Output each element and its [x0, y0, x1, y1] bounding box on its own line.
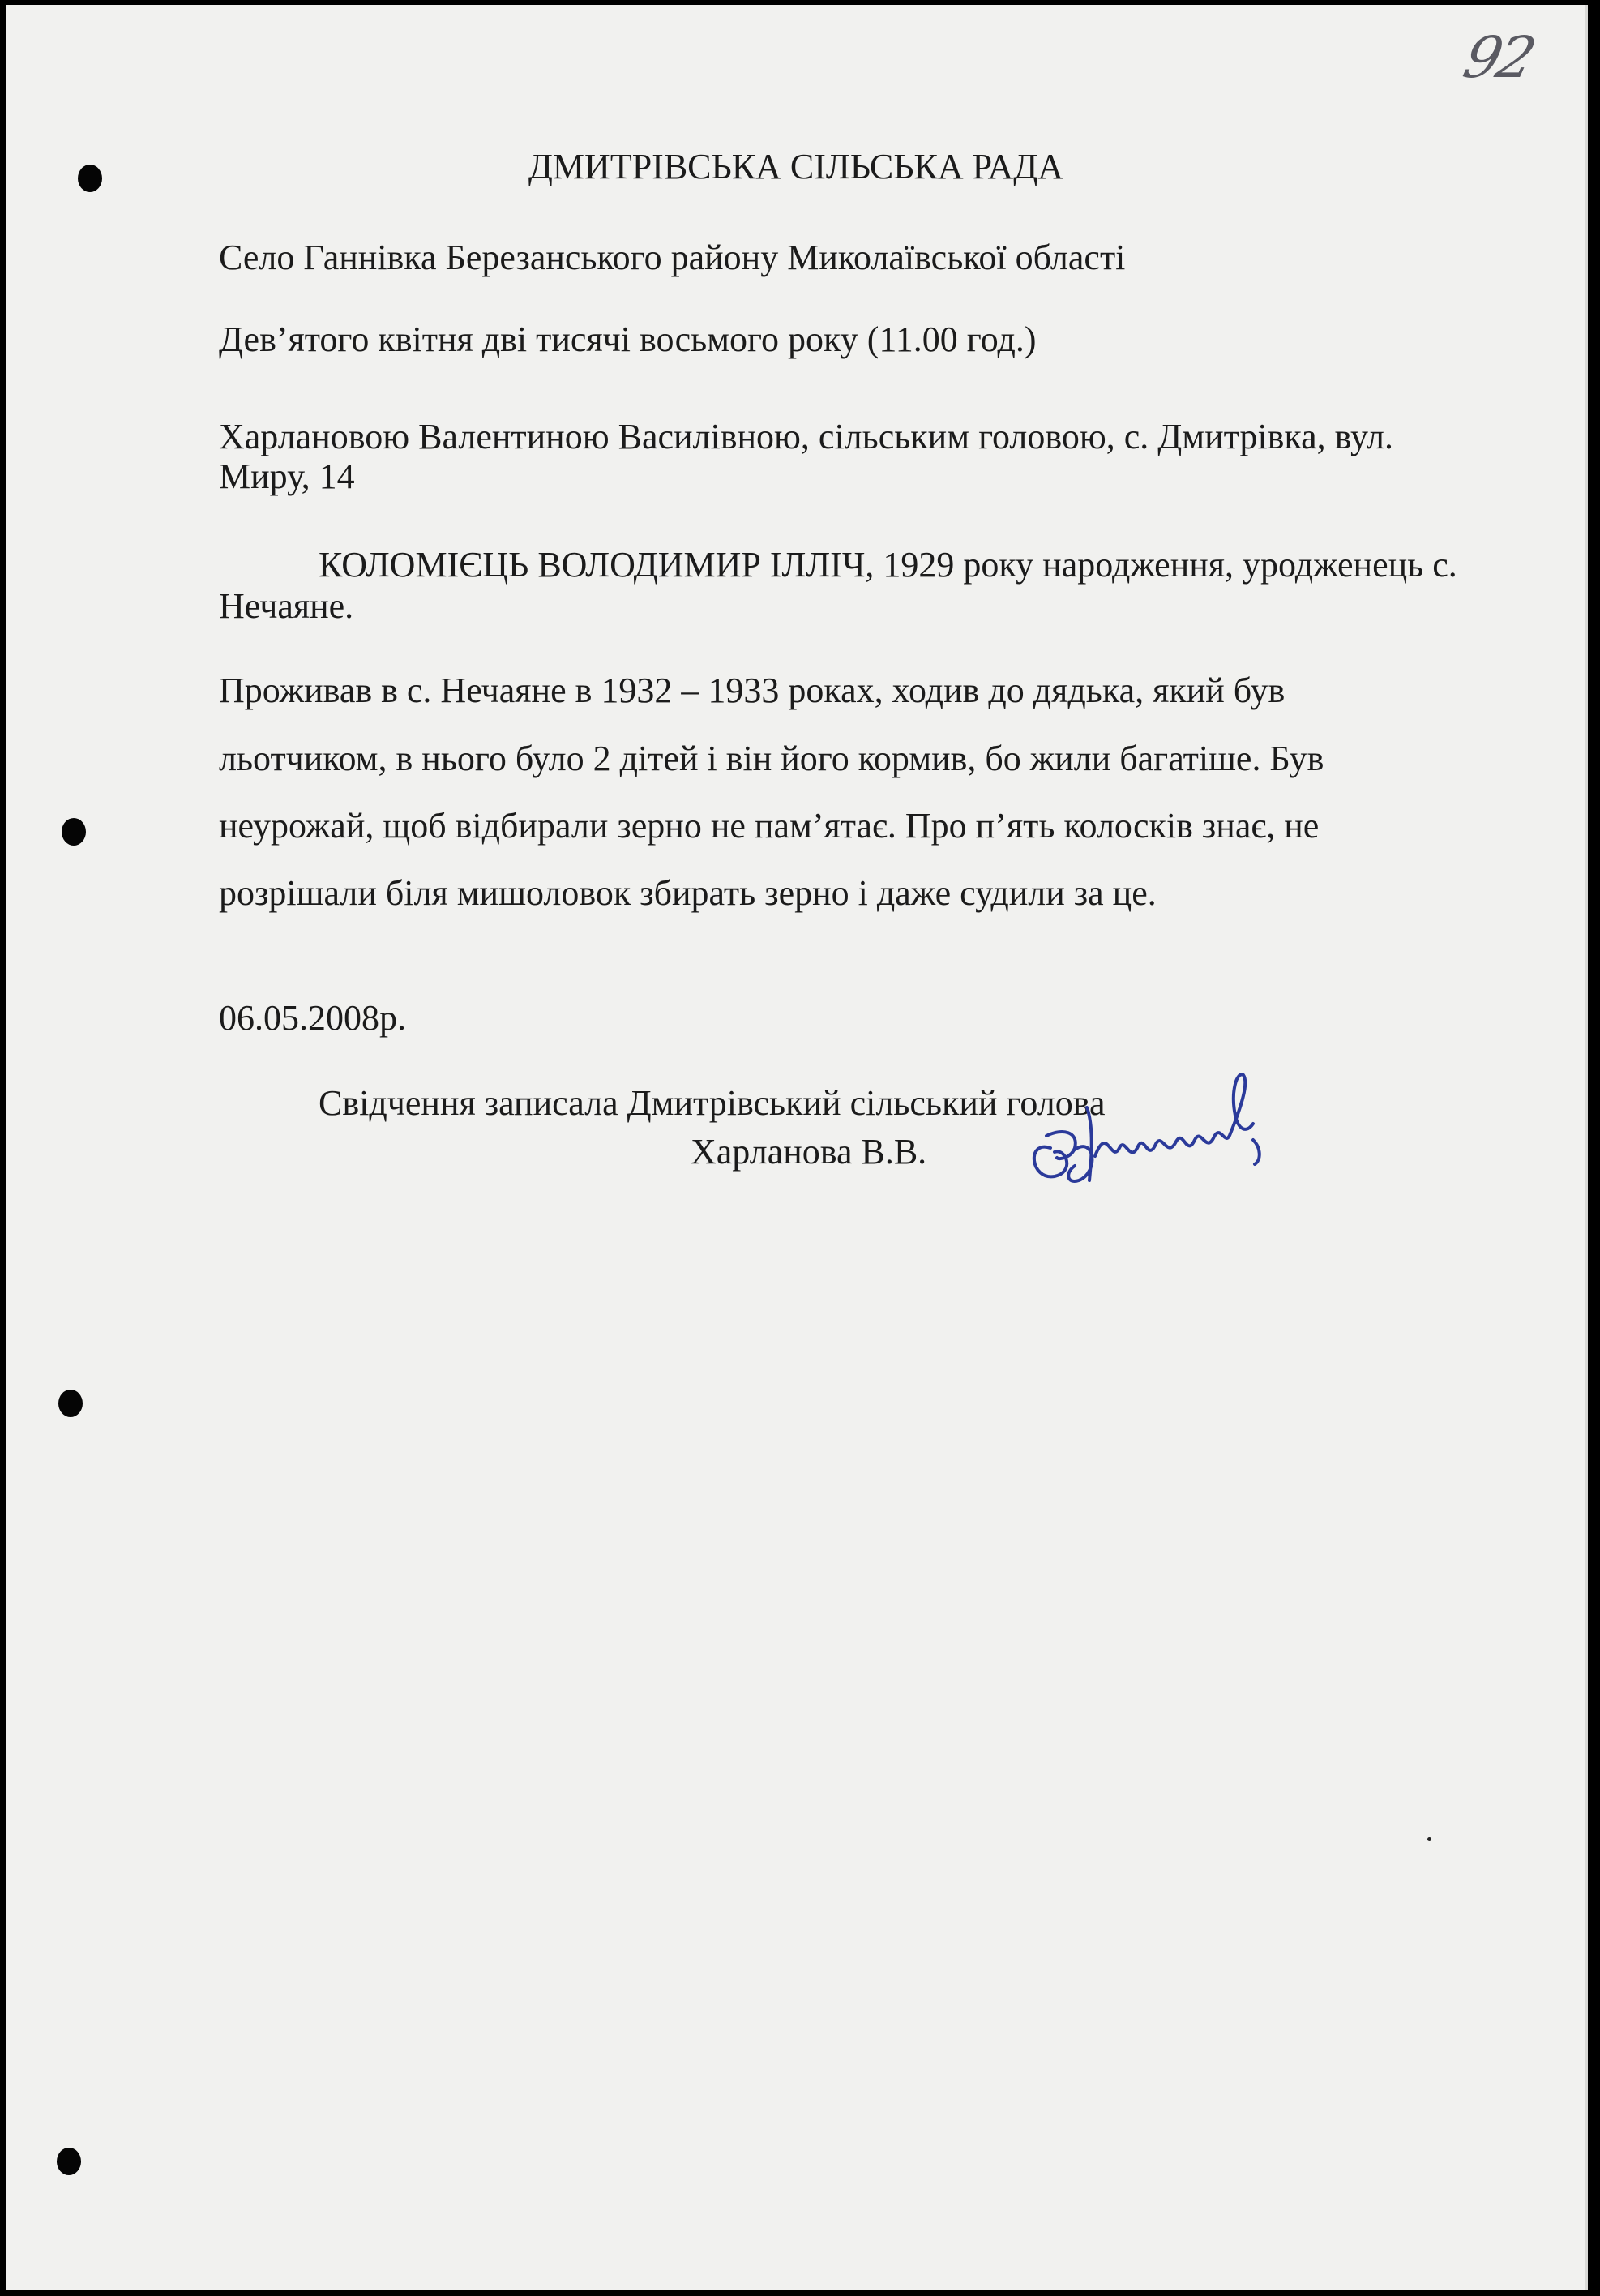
- document-header: ДМИТРІВСЬКА СІЛЬСЬКА РАДА: [528, 147, 1064, 186]
- witness-line: Нечаяне.: [219, 586, 354, 626]
- place-line: Село Ганнівка Березанського району Миколаївської області: [219, 238, 1126, 277]
- testimony-line: льотчиком, в нього було 2 дітей і він його кормив, бо жили багатіше. Був: [219, 739, 1324, 778]
- paper-speck: [1427, 1837, 1431, 1841]
- testimony-line: Проживав в с. Нечаяне в 1932 – 1933 роках, ходив до дядька, який був: [219, 670, 1286, 710]
- signature-name: Харланова В.В.: [691, 1132, 927, 1172]
- punch-hole: [58, 1390, 83, 1417]
- testimony-line: розрішали біля мишоловок збирать зерно і даже судили за це.: [219, 873, 1157, 913]
- testimony-line: неурожай, щоб відбирали зерно не пам’ятає. Про п’ять колосків знає, не: [219, 806, 1320, 846]
- recorder-line: Харлановою Валентиною Василівною, сільським головою, с. Дмитрівка, вул.: [219, 417, 1393, 456]
- record-date: 06.05.2008р.: [219, 998, 406, 1038]
- recorder-line: Миру, 14: [219, 456, 355, 496]
- handwritten-signature: [1018, 1059, 1286, 1205]
- punch-hole: [57, 2148, 81, 2175]
- signature-caption: Свідчення записала Дмитрівський сільський голова: [319, 1083, 1106, 1123]
- page-number: 92: [1457, 24, 1540, 91]
- witness-line: КОЛОМІЄЦЬ ВОЛОДИМИР ІЛЛІЧ, 1929 року народження, уродженець с.: [319, 545, 1457, 585]
- date-line: Дев’ятого квітня дві тисячі восьмого року (11.00 год.): [219, 319, 1037, 359]
- document-sheet: [6, 5, 1588, 2290]
- punch-hole: [62, 818, 86, 846]
